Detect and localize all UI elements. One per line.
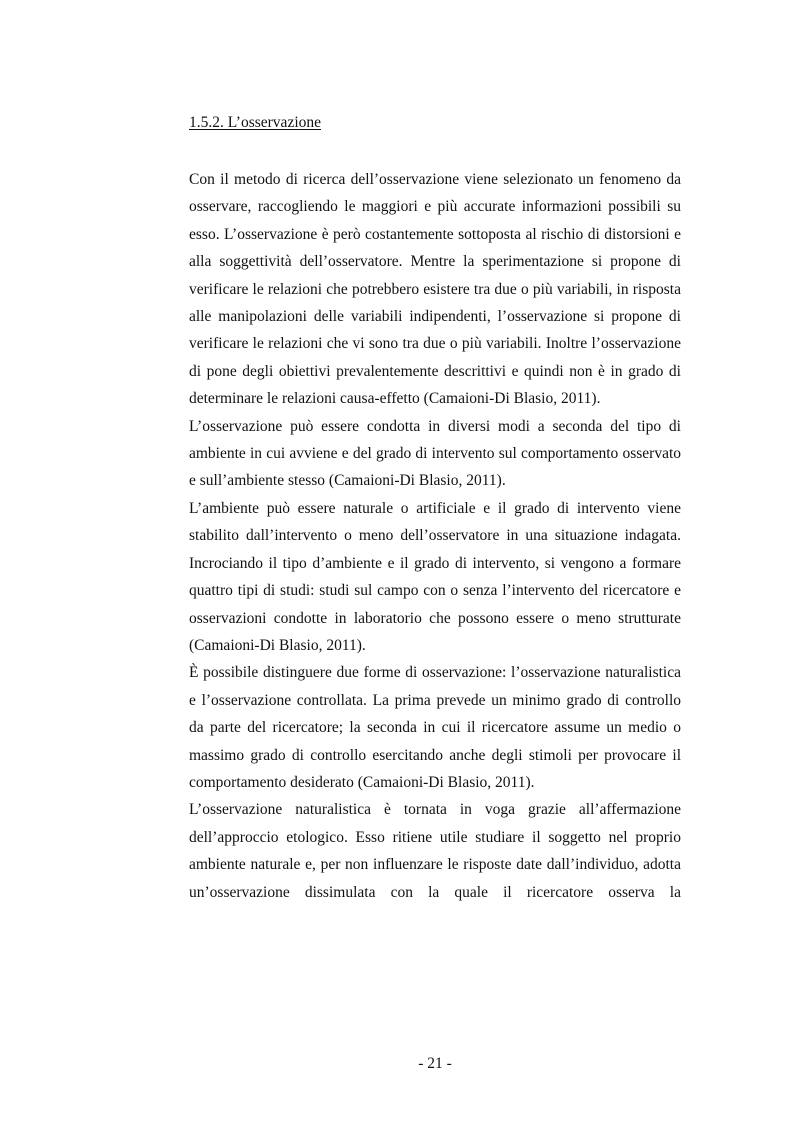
page-number: - 21 - bbox=[418, 1055, 452, 1072]
paragraph: Con il metodo di ricerca dell’osservazione viene selezionato un fenomeno da osservare, raccogliendo le maggiori e più accurate informazioni possibili su esso. L’osservazione è però costantemente sottoposta al rischio di distorsioni e alla soggettività dell’osservatore. Mentre la sperimentazione si propone di verificare le relazioni che potrebbero esistere tra due o più variabili, in risposta alle manipolazioni delle variabili indipendenti, l’osservazione si propone di verificare le relazioni che vi sono tra due o più variabili. Inoltre l’osservazione di pone degli obiettivi prevalentemente descrittivi e quindi non è in grado di determinare le relazioni causa-effetto (Camaioni-Di Blasio, 2011). bbox=[189, 171, 681, 408]
paragraph: L’osservazione può essere condotta in diversi modi a seconda del tipo di ambiente in cui avviene e del grado di intervento sul comportamento osservato e sull’ambiente stesso (Camaioni-Di Blasio, 2011). bbox=[189, 417, 681, 490]
paragraph-continuing: L’osservazione naturalistica è tornata in voga grazie all’affermazione dell’approccio etologico. Esso ritiene utile studiare il soggetto nel proprio ambiente naturale e, per non influenzare le risposte date dall’individuo, adotta un’osservazione dissimulata con la quale il ricercatore osserva la bbox=[189, 801, 681, 901]
paragraph: È possibile distinguere due forme di osservazione: l’osservazione naturalistica e l’osservazione controllata. La prima prevede un minimo grado di controllo da parte del ricercatore; la seconda in cui il ricercatore assume un medio o massimo grado di controllo esercitando anche degli stimoli per provocare il comportamento desiderato (Camaioni-Di Blasio, 2011). bbox=[189, 664, 681, 791]
paragraph: L’ambiente può essere naturale o artificiale e il grado di intervento viene stabilito dall’intervento o meno dell’osservatore in una situazione indagata. Incrociando il tipo d’ambiente e il grado di intervento, si vengono a formare quattro tipi di studi: studi sul campo con o senza l’intervento del ricercatore e osservazioni condotte in laboratorio che possono essere o meno strutturate (Camaioni-Di Blasio, 2011). bbox=[189, 499, 681, 654]
section-heading: 1.5.2. L’osservazione bbox=[189, 114, 322, 131]
body-text bbox=[189, 166, 681, 906]
